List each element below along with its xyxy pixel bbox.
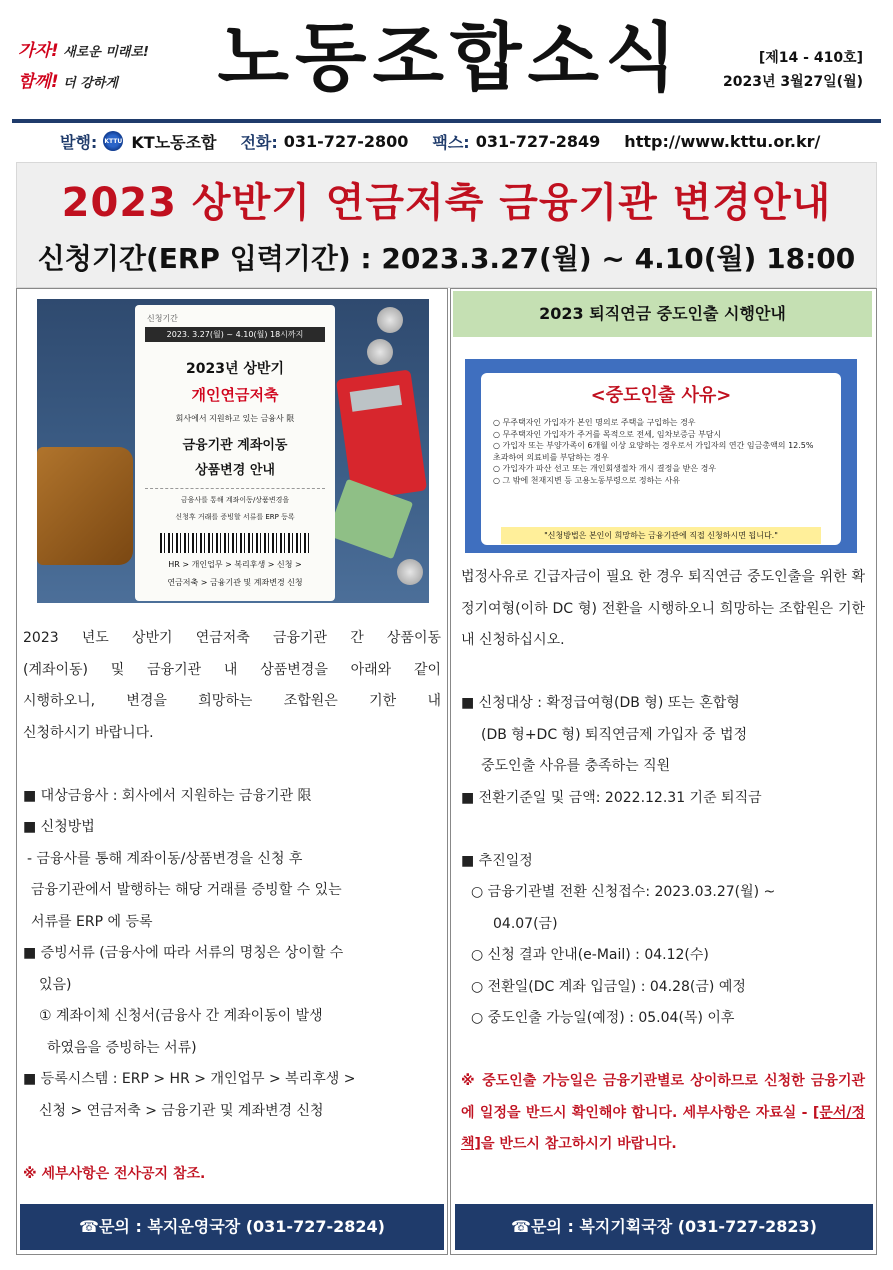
documents-heading-cont: 있음) bbox=[39, 976, 72, 993]
method-heading: ■ 신청방법 bbox=[23, 819, 95, 835]
right-intro: 법정사유로 긴급자금이 필요 한 경우 퇴직연금 중도인출을 위한 확정기여형(이하 DC 형) 전환을 시행하오니 희망하는 조합원은 기한 내 신청하십시오. bbox=[461, 569, 865, 648]
coin-icon bbox=[397, 559, 423, 585]
intro-line: 2023 년도 상반기 연금저축 금융기관 간 상품이동 bbox=[23, 630, 441, 646]
application-period: 신청기간(ERP 입력기간) : 2023.3.27(월) ~ 4.10(월) 18:00 bbox=[37, 242, 856, 275]
issue-info bbox=[723, 46, 863, 94]
issue-number: [제14 - 410호] bbox=[758, 50, 863, 66]
method-line: 금융기관에서 발행하는 해당 거래를 증빙할 수 있는 bbox=[31, 882, 342, 898]
coin-icon bbox=[367, 339, 393, 365]
masthead-rule bbox=[12, 119, 881, 123]
issue-date: 2023년 3월27일(월) bbox=[723, 74, 863, 90]
publisher-bar: 발행: KTTU KT노동조합 전화: 031-727-2800 팩스: 031-727-2849 http://www.kttu.or.kr/ bbox=[60, 131, 821, 152]
document-item-cont: 하였음을 증빙하는 서류) bbox=[47, 1039, 197, 1056]
reason-item: ○ 무주택자인 가입자가 본인 명의로 주택을 구입하는 경우 bbox=[493, 417, 823, 429]
wallet-icon bbox=[37, 447, 133, 565]
left-note: ※ 세부사항은 전사공지 참조. bbox=[23, 1165, 206, 1182]
schedule-item: ○ 전환일(DC 계좌 입금일) : 04.28(금) 예정 bbox=[471, 978, 746, 995]
reason-item: ○ 가입자가 파산 선고 또는 개인회생절차 개시 결정을 받은 경우 bbox=[493, 463, 823, 475]
reasons-footer: "신청방법은 본인이 희망하는 금융기관에 직접 신청하시면 됩니다." bbox=[501, 527, 821, 544]
slogan-line-2: 함께! 더 강하게 bbox=[18, 72, 118, 92]
reasons-title: <중도인출 사유> bbox=[590, 385, 732, 406]
documents-heading: ■ 증빙서류 (금융사에 따라 서류의 명칭은 상이할 수 bbox=[23, 945, 344, 961]
document-item: ① 계좌이체 신청서(금융사 간 계좌이동이 발생 bbox=[39, 1008, 323, 1024]
phone-number: 031-727-2800 bbox=[283, 131, 409, 151]
method-line: 서류를 ERP 에 등록 bbox=[31, 913, 153, 930]
intro-line: 신청하시기 바랍니다. bbox=[23, 724, 154, 741]
schedule-item: ○ 중도인출 가능일(예정) : 05.04(목) 이후 bbox=[471, 1010, 735, 1026]
headline-title: 2023 상반기 연금저축 금융기관 변경안내 bbox=[61, 180, 832, 226]
withdrawal-reasons-image bbox=[465, 359, 857, 553]
method-line: - 금융사를 통해 계좌이동/상품변경을 신청 후 bbox=[27, 850, 303, 867]
retirement-pension-banner: 2023 퇴직연금 중도인출 시행안내 bbox=[453, 291, 872, 337]
pension-poster-image bbox=[37, 299, 429, 603]
schedule-heading: ■ 추진일정 bbox=[461, 852, 533, 869]
fax-number: 031-727-2849 bbox=[475, 131, 601, 151]
target-institutions: ■ 대상금융사 : 회사에서 지원하는 금융기관 限 bbox=[23, 787, 312, 804]
coin-icon bbox=[377, 307, 403, 333]
reason-item: ○ 가입자 또는 부양가족이 6개월 이상 요양하는 경우로서 가입자의 연간 임금총액의 12.5% 초과하여 의료비를 부담하는 경우 bbox=[493, 440, 823, 463]
reasons-list bbox=[493, 417, 823, 486]
kttu-logo-icon: KTTU bbox=[103, 131, 123, 151]
poster-ticket: 신청기간 2023. 3.27(월) ~ 4.10(월) 18시까지 2023년 상반기 개인연금저축 회사에서 지원하고 있는 금융사 限 금융기관 계좌이동 상품변경 안내 금융사를 통해 계좌이동/상품변경을 신청후 거래를 증빙할 서류를 ERP 등록 HR > 개인업무 > 복리후생 > 신청 > 연금저축 > 금융기관 및 계좌변경 신청 bbox=[135, 305, 335, 601]
intro-line: (계좌이동) 및 금융기관 내 상품변경을 아래와 같이 bbox=[23, 661, 441, 678]
barcode-icon bbox=[160, 533, 310, 553]
slogan bbox=[18, 36, 198, 92]
eligible-target-cont: 중도인출 사유를 충족하는 직원 bbox=[481, 758, 671, 774]
schedule-item: ○ 신청 결과 안내(e-Mail) : 04.12(수) bbox=[471, 947, 709, 963]
right-column bbox=[450, 288, 877, 1255]
intro-line: 시행하오니, 변경을 희망하는 조합원은 기한 내 bbox=[23, 693, 441, 709]
right-body bbox=[461, 562, 865, 1161]
right-note: ※ 중도인출 가능일은 금융기관별로 상이하므로 신청한 금융기관에 일정을 반드시 확인해야 합니다. 세부사항은 자료실 - [문서/정책]을 반드시 참고하시기 바랍니다. bbox=[461, 1073, 865, 1152]
system-path-cont: 신청 > 연금저축 > 금융기관 및 계좌변경 신청 bbox=[39, 1102, 324, 1119]
left-body bbox=[23, 623, 441, 1190]
system-path: ■ 등록시스템 : ERP > HR > 개인업무 > 복리후생 > bbox=[23, 1071, 356, 1087]
schedule-item-cont: 04.07(금) bbox=[493, 915, 558, 932]
slogan-line-1: 가자! 새로운 미래로! bbox=[18, 41, 149, 61]
schedule-item: ○ 금융기관별 전환 신청접수: 2023.03.27(월) ~ bbox=[471, 884, 776, 900]
eligible-target-cont: (DB 형+DC 형) 퇴직연금제 가입자 중 법정 bbox=[481, 726, 748, 743]
contact-welfare-planning: ☎문의 : 복지기획국장 (031-727-2823) bbox=[455, 1204, 873, 1250]
reason-item: ○ 그 밖에 천재지변 등 고용노동부령으로 정하는 사유 bbox=[493, 475, 823, 487]
documents-policy-link[interactable]: [문서/정책] bbox=[461, 1104, 865, 1152]
newsletter-title: 노동조합소식 bbox=[217, 15, 683, 101]
contact-welfare-operations: ☎문의 : 복지운영국장 (031-727-2824) bbox=[20, 1204, 444, 1250]
left-column bbox=[16, 288, 448, 1255]
conversion-basis: ■ 전환기준일 및 금액: 2022.12.31 기준 퇴직금 bbox=[461, 789, 762, 806]
publisher-name: KT노동조합 bbox=[131, 132, 217, 152]
headline-box bbox=[16, 162, 877, 288]
reason-item: ○ 무주택자인 가입자가 주거를 목적으로 전세, 임차보증금 부담시 bbox=[493, 429, 823, 441]
eligible-target: ■ 신청대상 : 확정급여형(DB 형) 또는 혼합형 bbox=[461, 695, 740, 711]
website-link[interactable]: http://www.kttu.or.kr/ bbox=[624, 131, 821, 151]
